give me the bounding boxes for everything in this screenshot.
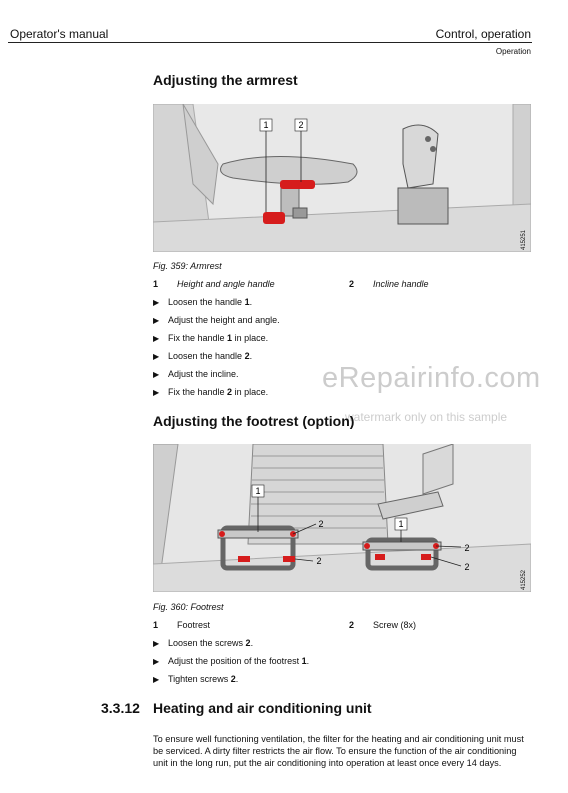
bullet-triangle-icon: ▶	[153, 639, 160, 648]
watermark-subtext: watermark only on this sample	[345, 410, 508, 424]
step-number: 2	[230, 674, 236, 684]
footrest-illustration	[153, 444, 531, 592]
legend-number: 1	[153, 279, 159, 289]
step-text: Loosen the handle	[168, 297, 245, 307]
step-text: Loosen the handle	[168, 351, 245, 361]
legend-item-2	[349, 620, 416, 630]
header-chapter-title: Control, operation	[435, 27, 531, 41]
step-text: Tighten screws	[168, 674, 231, 684]
armrest-figure	[153, 104, 531, 252]
step-text: Fix the handle	[168, 387, 228, 397]
step-item	[153, 315, 280, 325]
step-tail: in place.	[232, 333, 269, 343]
bullet-triangle-icon: ▶	[153, 298, 160, 307]
legend-text: Height and angle handle	[177, 279, 275, 289]
callout-1: 1	[255, 486, 261, 496]
legend-number: 1	[153, 620, 159, 630]
hvac-paragraph: To ensure well functioning ventilation, the filter for the heating and air conditioning unit must be serviced. A dirty filter restricts the air flow. To ensure the function of the air conditioning unit in the long run, put the air conditioning into operation at least once every 14 days.	[153, 734, 524, 768]
watermark-text: eRepairinfo.com	[322, 362, 541, 394]
step-text: Adjust the position of the footrest	[168, 656, 302, 666]
step-text: Adjust the incline.	[168, 369, 239, 379]
step-item	[153, 369, 239, 379]
armrest-illustration	[153, 104, 531, 252]
figure-caption-360: Fig. 360: Footrest	[153, 602, 224, 612]
step-number: 2	[227, 387, 233, 397]
step-tail: in place.	[232, 387, 269, 397]
section-title-footrest: Adjusting the footrest (option)	[153, 413, 355, 429]
legend-item-1	[153, 279, 275, 289]
figure-caption-359: Fig. 359: Armrest	[153, 261, 222, 271]
step-text: Loosen the screws	[168, 638, 246, 648]
callout-2: 2	[298, 120, 304, 130]
header-manual-title: Operator's manual	[10, 27, 109, 41]
step-tail: .	[235, 674, 239, 684]
step-item	[153, 656, 309, 666]
section-title-hvac: Heating and air conditioning unit	[153, 700, 372, 716]
bullet-triangle-icon: ▶	[153, 675, 160, 684]
step-number: 2	[245, 638, 251, 648]
footrest-figure	[153, 444, 531, 592]
callout-2: 2	[464, 543, 470, 553]
bullet-triangle-icon: ▶	[153, 370, 160, 379]
step-number: 1	[301, 656, 307, 666]
step-number: 1	[227, 333, 233, 343]
callout-1: 1	[398, 519, 404, 529]
step-text: Adjust the height and angle.	[168, 315, 280, 325]
legend-text: Footrest	[177, 620, 211, 630]
step-item	[153, 387, 268, 397]
step-tail: .	[249, 351, 253, 361]
step-tail: .	[249, 297, 253, 307]
step-item	[153, 638, 253, 648]
legend-item-2	[349, 279, 429, 289]
legend-number: 2	[349, 620, 355, 630]
step-item	[153, 351, 252, 361]
step-number: 1	[244, 297, 250, 307]
header-section-label: Operation	[495, 47, 531, 56]
bullet-triangle-icon: ▶	[153, 388, 160, 397]
step-tail: .	[250, 638, 254, 648]
section-title-armrest: Adjusting the armrest	[153, 72, 298, 88]
bullet-triangle-icon: ▶	[153, 657, 160, 666]
legend-text: Incline handle	[373, 279, 429, 289]
step-text: Fix the handle	[168, 333, 228, 343]
callout-2: 2	[318, 519, 324, 529]
bullet-triangle-icon: ▶	[153, 316, 160, 325]
step-item	[153, 297, 252, 307]
figure-id: 415252	[521, 569, 527, 590]
section-number: 3.3.12	[101, 700, 140, 716]
bullet-triangle-icon: ▶	[153, 352, 160, 361]
callout-2: 2	[316, 556, 322, 566]
callout-2: 2	[464, 562, 470, 572]
callout-1: 1	[263, 120, 269, 130]
step-item	[153, 333, 268, 343]
step-number: 2	[244, 351, 250, 361]
bullet-triangle-icon: ▶	[153, 334, 160, 343]
legend-text: Screw (8x)	[373, 620, 417, 630]
figure-id: 415251	[521, 229, 527, 250]
legend-item-1	[153, 620, 210, 630]
step-item	[153, 674, 238, 684]
legend-number: 2	[349, 279, 355, 289]
header-divider	[8, 42, 532, 43]
step-tail: .	[306, 656, 310, 666]
